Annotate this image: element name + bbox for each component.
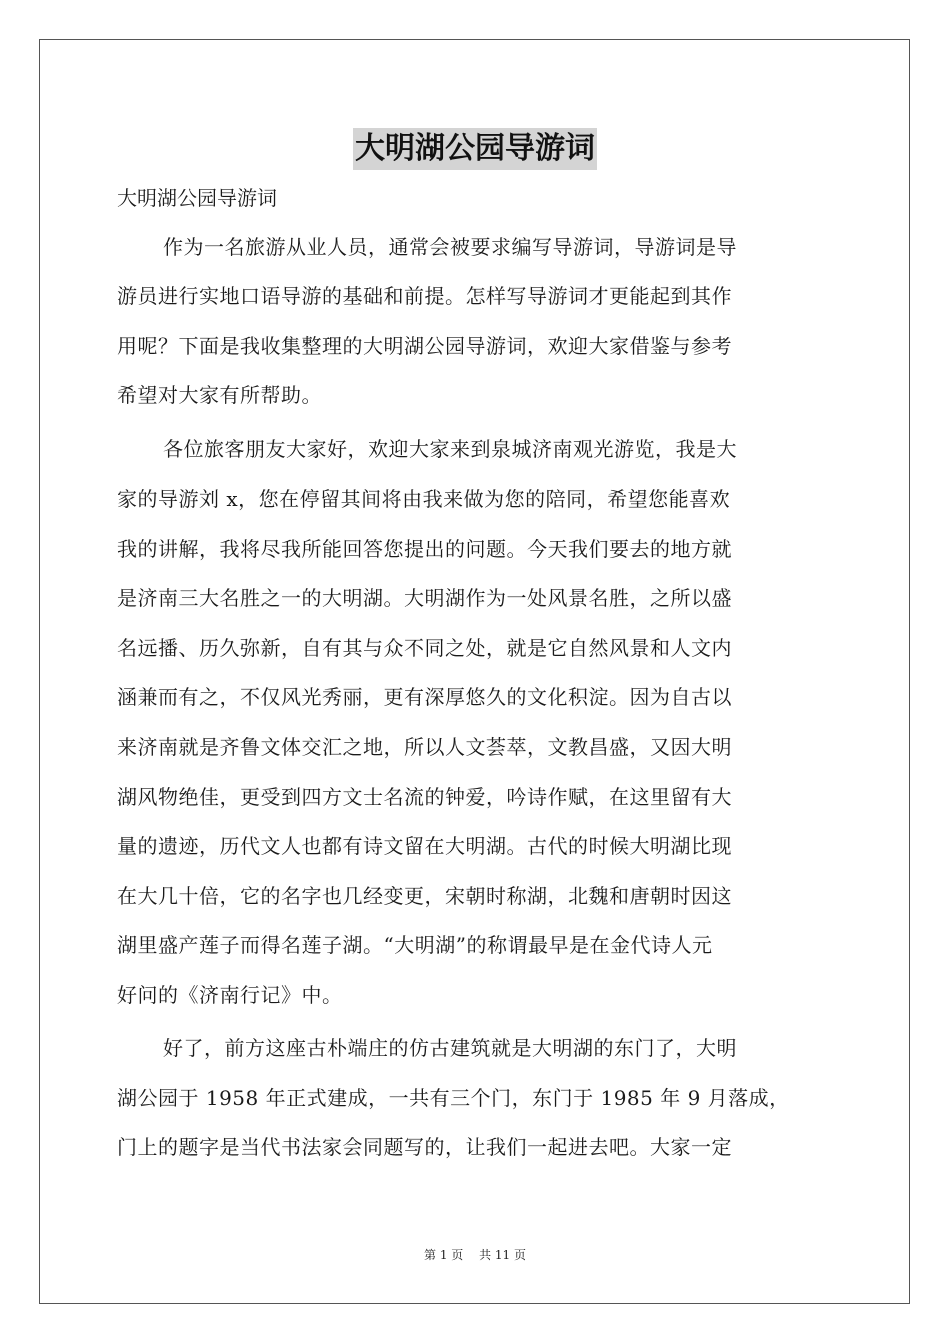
body-line: 湖风物绝佳，更受到四方文士名流的钟爱，吟诗作赋，在这里留有大: [117, 785, 732, 809]
body-line: 量的遗迹，历代文人也都有诗文留在大明湖。古代的时候大明湖比现: [117, 834, 732, 858]
page-border: [39, 39, 910, 1304]
page-footer: [0, 1247, 950, 1263]
body-line: 在大几十倍，它的名字也几经变更，宋朝时称湖，北魏和唐朝时因这: [117, 884, 732, 908]
body-line: 作为一名旅游从业人员，通常会被要求编写导游词，导游词是导: [163, 235, 737, 259]
body-line: 我的讲解，我将尽我所能回答您提出的问题。今天我们要去的地方就: [117, 537, 732, 561]
body-line: 好了，前方这座古朴端庄的仿古建筑就是大明湖的东门了，大明: [163, 1036, 737, 1060]
body-line: 希望对大家有所帮助。: [117, 383, 322, 407]
page-number: 第 1 页: [424, 1248, 464, 1262]
body-line: 家的导游刘 x，您在停留其间将由我来做为您的陪同，希望您能喜欢: [117, 487, 731, 511]
body-line: 各位旅客朋友大家好，欢迎大家来到泉城济南观光游览，我是大: [163, 437, 737, 461]
body-line: 来济南就是齐鲁文体交汇之地，所以人文荟萃，文教昌盛，又因大明: [117, 735, 732, 759]
body-line: 是济南三大名胜之一的大明湖。大明湖作为一处风景名胜，之所以盛: [117, 586, 732, 610]
body-line: 涵兼而有之，不仅风光秀丽，更有深厚悠久的文化积淀。因为自古以: [117, 685, 732, 709]
page-count: 共 11 页: [479, 1248, 526, 1262]
body-line: 湖里盛产莲子而得名莲子湖。“大明湖”的称谓最早是在金代诗人元: [117, 933, 713, 957]
body-line: 湖公园于 1958 年正式建成，一共有三个门，东门于 1985 年 9 月落成，: [117, 1086, 790, 1110]
body-line: 用呢？下面是我收集整理的大明湖公园导游词，欢迎大家借鉴与参考: [117, 334, 732, 358]
document-title: 大明湖公园导游词: [353, 128, 597, 170]
title-container: [0, 128, 950, 170]
document-subtitle: 大明湖公园导游词: [117, 186, 277, 210]
body-line: 门上的题字是当代书法家会同题写的，让我们一起进去吧。大家一定: [117, 1135, 732, 1159]
body-line: 游员进行实地口语导游的基础和前提。怎样写导游词才更能起到其作: [117, 284, 732, 308]
body-line: 好问的《济南行记》中。: [117, 983, 343, 1007]
body-line: 名远播、历久弥新，自有其与众不同之处，就是它自然风景和人文内: [117, 636, 732, 660]
